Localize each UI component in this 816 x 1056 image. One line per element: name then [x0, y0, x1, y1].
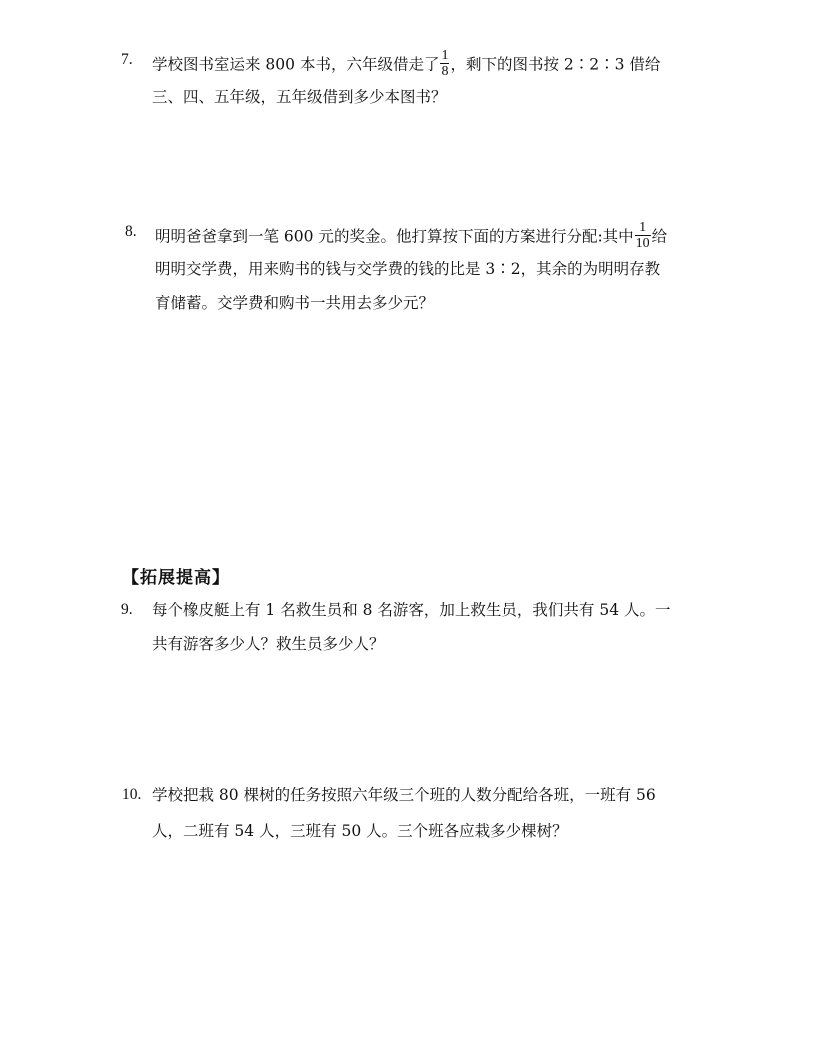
- question-text: 明明爸爸拿到一笔 600 元的奖金。他打算按下面的方案进行分配:其中: [155, 227, 634, 246]
- question-text: 给: [651, 227, 668, 246]
- fraction-denominator: 10: [635, 236, 650, 251]
- question-text-line: 学校把栽 80 棵树的任务按照六年级三个班的人数分配给各班，一班有 56: [152, 786, 656, 804]
- question-number: 8.: [125, 223, 137, 240]
- question-number: 7.: [121, 51, 133, 68]
- fraction: [440, 48, 449, 79]
- question-text-line: 育储蓄。交学费和购书一共用去多少元？: [155, 294, 435, 312]
- question-text: ，剩下的图书按 2∶2∶3 借给: [450, 55, 661, 74]
- section-title: 【拓展提高】: [122, 568, 230, 588]
- question-number: 10.: [122, 786, 142, 803]
- fraction-denominator: 8: [441, 64, 449, 79]
- question-text-line: 明明交学费，用来购书的钱与交学费的钱的比是 3∶2，其余的为明明存教: [155, 260, 661, 278]
- question-text-line: 三、四、五年级，五年级借到多少本图书？: [152, 88, 447, 106]
- question-text-line: [155, 222, 667, 253]
- fraction-numerator: 1: [635, 220, 651, 236]
- fraction: [635, 220, 651, 251]
- fraction-numerator: 1: [441, 48, 449, 63]
- question-text-line: 人，二班有 54 人，三班有 50 人。三个班各应栽多少棵树？: [152, 822, 568, 840]
- question-text-line: [152, 50, 660, 81]
- question-text-line: 每个橡皮艇上有 1 名救生员和 8 名游客，加上救生员，我们共有 54 人。一: [152, 601, 671, 619]
- question-text: 学校图书室运来 800 本书，六年级借走了: [152, 55, 440, 74]
- question-number: 9.: [121, 601, 133, 618]
- question-text-line: 共有游客多少人？救生员多少人？: [152, 635, 385, 653]
